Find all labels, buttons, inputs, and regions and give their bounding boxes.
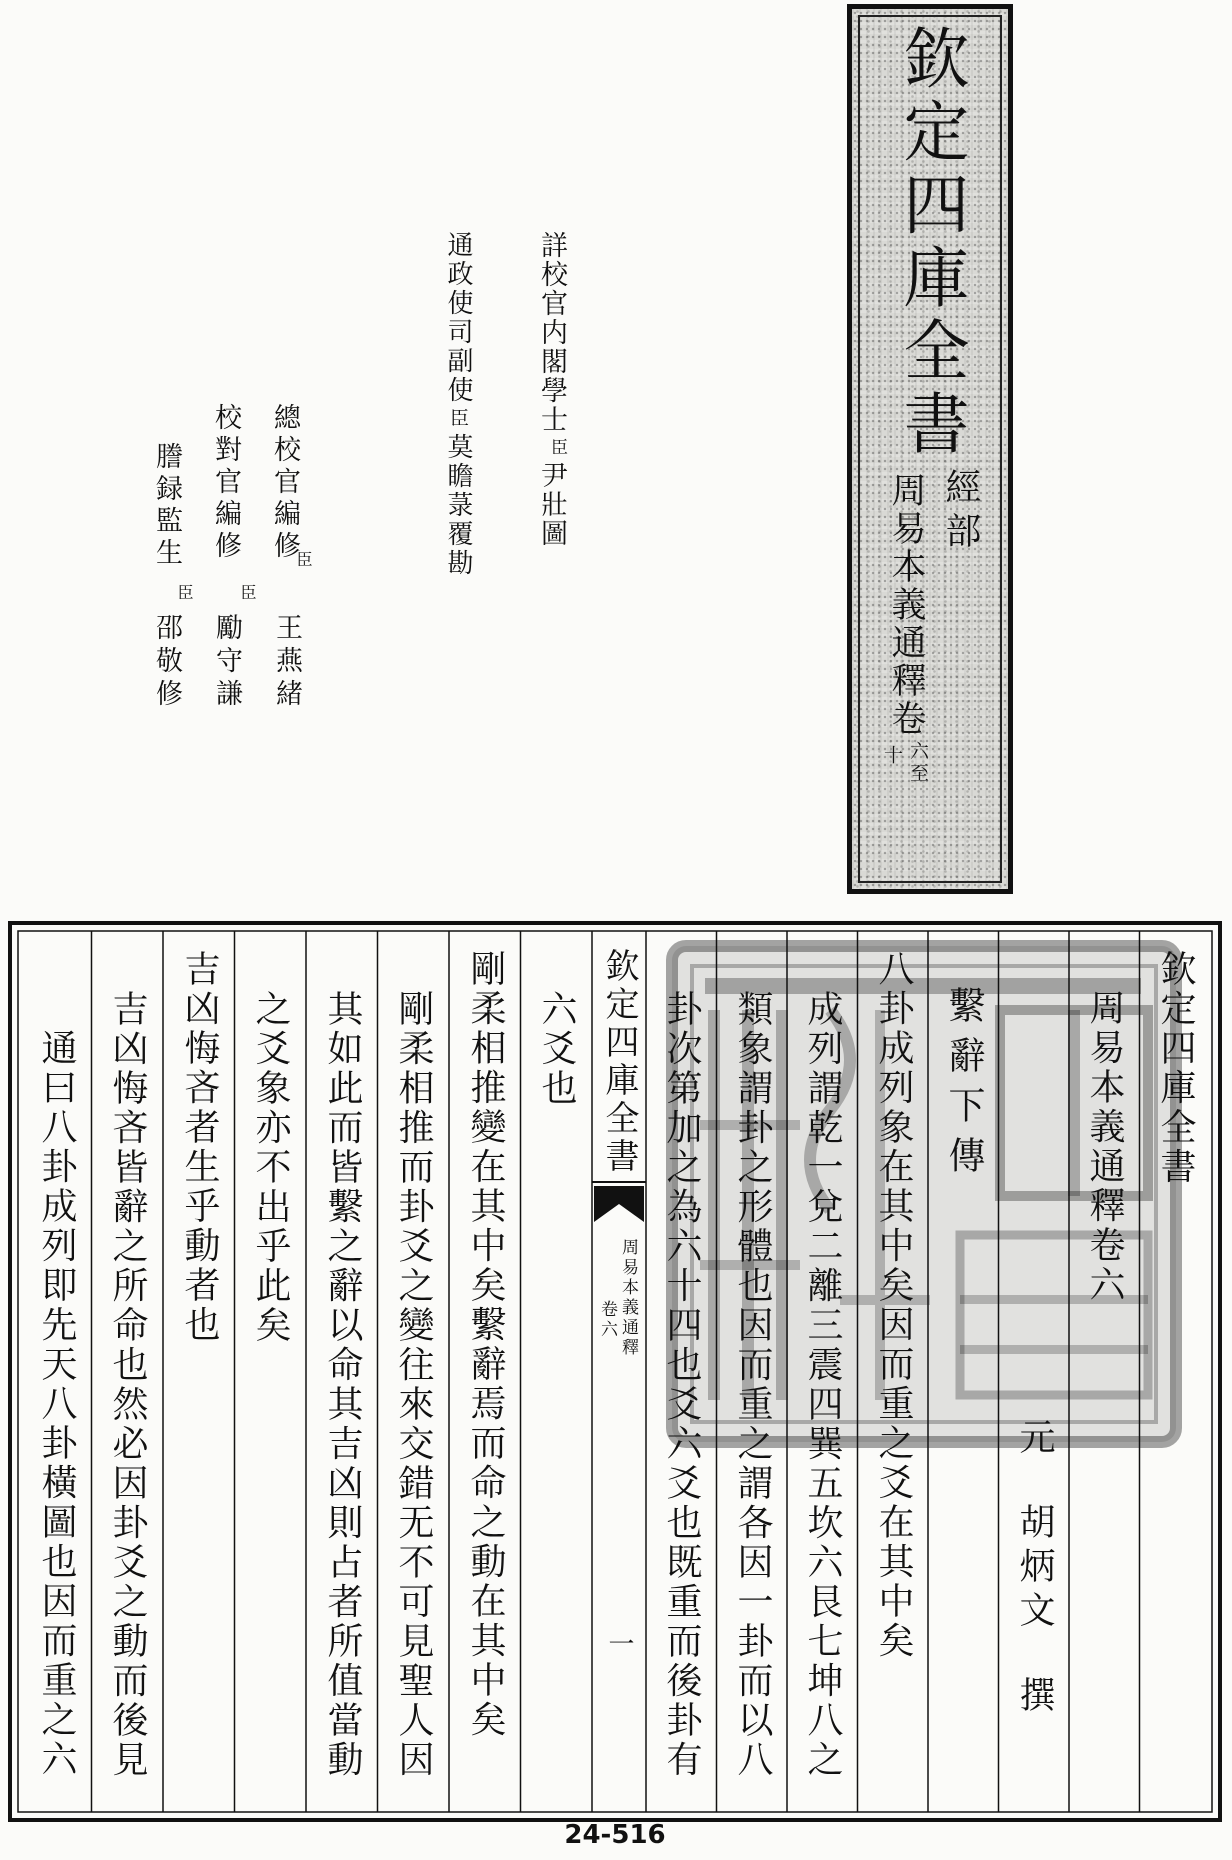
text-column: 八卦成列象在其中矣因而重之爻在其中矣 bbox=[873, 950, 914, 1661]
proofreader-chen: 臣 bbox=[175, 584, 194, 600]
proofreader-chen: 臣 bbox=[238, 584, 257, 600]
text-column: 吉凶悔吝皆辭之所命也然必因卦爻之動而後見 bbox=[107, 989, 148, 1780]
label-book-title: 周易本義通釋卷 bbox=[886, 472, 926, 738]
text-column: 吉凶悔吝者生乎動者也 bbox=[179, 950, 220, 1345]
proofreader-name: 尹壯圖 bbox=[536, 461, 567, 548]
fold-leaf-number: 一 bbox=[604, 1630, 634, 1656]
author-dynasty: 元 bbox=[1014, 1418, 1055, 1458]
label-main-title: 欽定四庫全書 bbox=[892, 24, 969, 462]
text-column: 剛柔相推變在其中矣繫辭焉而命之動在其中矣 bbox=[465, 950, 506, 1740]
proofreader-title: 總校官編修 bbox=[269, 403, 300, 563]
chapter-heading: 繫辭下傳 bbox=[942, 986, 985, 1186]
proofreader-title: 詳校官内閣學士 bbox=[536, 231, 567, 434]
text-column: 之爻象亦不出乎此矣 bbox=[250, 989, 291, 1345]
proofreader-title: 通政使司副使 bbox=[443, 231, 473, 405]
text-column: 其如此而皆繫之辭以命其吉凶則占者所值當動 bbox=[322, 989, 363, 1780]
fold-volume: 卷六 bbox=[597, 1300, 617, 1340]
author-name: 胡炳文 bbox=[1014, 1503, 1055, 1635]
proofreader-name: 王燕緒 bbox=[271, 613, 302, 712]
proofreader-title: 校對官編修 bbox=[210, 403, 241, 563]
fold-short-title: 周易本義通釋 bbox=[618, 1238, 638, 1358]
proofreader-name: 莫瞻菉覆勘 bbox=[443, 433, 473, 578]
proofreader-chen: 臣 bbox=[547, 438, 567, 455]
fold-collection: 欽定四庫全書 bbox=[599, 948, 639, 1176]
title-label bbox=[847, 4, 1013, 894]
authorship-mark: 撰 bbox=[1014, 1676, 1055, 1716]
proofreader-name: 勵守謙 bbox=[211, 613, 242, 712]
proofreader-chen: 臣 bbox=[447, 408, 469, 430]
text-column: 剛柔相推而卦爻之變往來交錯无不可見聖人因 bbox=[393, 989, 434, 1780]
proofreader-chen: 臣 bbox=[294, 551, 313, 567]
proofreader-name: 邵敬修 bbox=[151, 613, 182, 712]
proofreader-title: 謄録監生 bbox=[151, 442, 182, 570]
label-volume-note-right: 六至 bbox=[907, 741, 929, 785]
text-column: 類象謂卦之形體也因而重之謂各因一卦而以八 bbox=[732, 989, 773, 1780]
seal-glyph-stroke bbox=[960, 1345, 1148, 1354]
text-column: 卦次第加之為六十四也爻六爻也既重而後卦有 bbox=[661, 989, 702, 1780]
label-category: 經部 bbox=[940, 468, 981, 556]
text-column: 通曰八卦成列即先天八卦橫圖也因而重之六 bbox=[36, 1029, 77, 1780]
label-volume-note-left: 十 bbox=[881, 745, 903, 767]
leaf-collection-heading: 欽定四庫全書 bbox=[1155, 950, 1196, 1187]
leaf-volume-heading: 周易本義通釋卷六 bbox=[1084, 989, 1125, 1305]
fishtail-mark bbox=[594, 1186, 644, 1222]
text-column: 成列謂乾一兌二離三震四巽五坎六艮七坤八之 bbox=[802, 989, 843, 1780]
text-column: 六爻也 bbox=[536, 989, 577, 1108]
page-number: 24-516 bbox=[564, 1820, 666, 1850]
